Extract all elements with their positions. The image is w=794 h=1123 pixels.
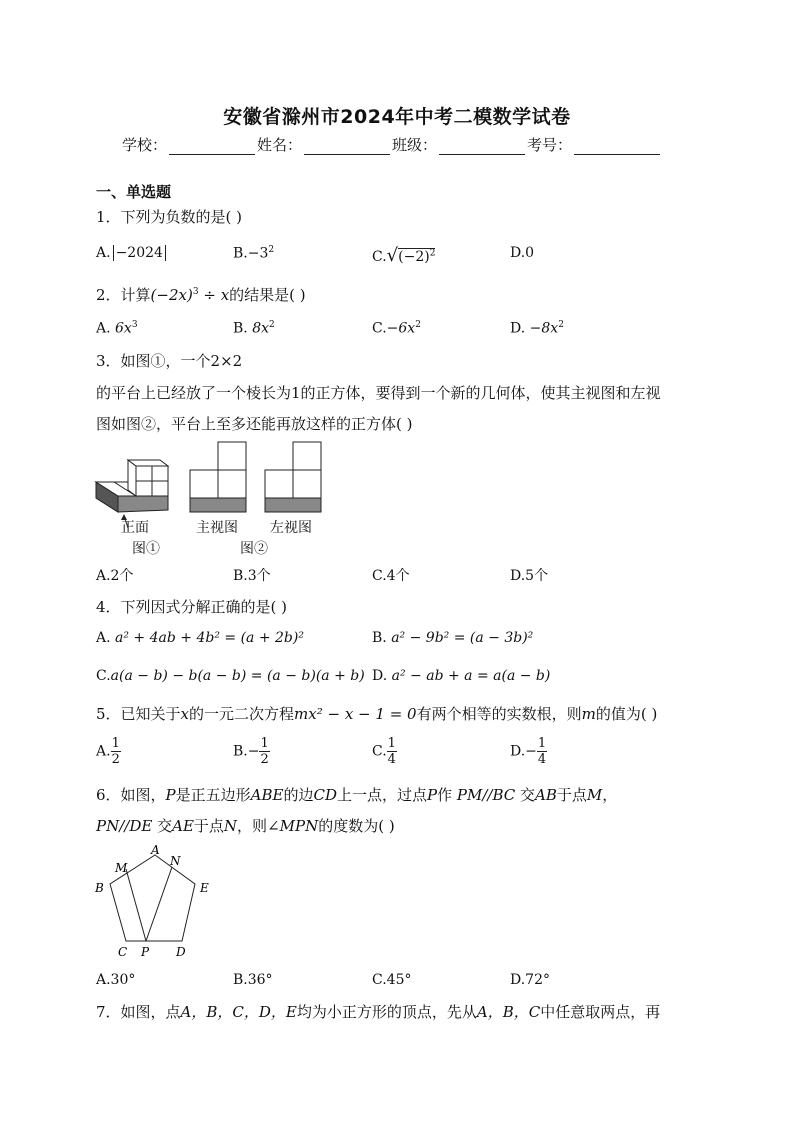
label-e: E: [200, 881, 209, 895]
q1-abs-value: −2024: [113, 245, 166, 261]
name-blank[interactable]: [304, 138, 390, 155]
q2-stem: 2．计算$(-2x)^3 \div x$的结果是( ): [96, 286, 306, 304]
q4-option-b[interactable]: B. a² − 9b² = (a − 3b)²: [372, 630, 534, 646]
school-blank[interactable]: [169, 138, 255, 155]
q3-stem-line3: 图如图②，平台上至多还能再放这样的正方体( ): [96, 415, 413, 433]
q1-stem: 1．下列为负数的是( ): [96, 208, 243, 226]
q3-main-view-caption: 主视图: [196, 520, 238, 536]
class-label: 班级：: [392, 136, 438, 154]
q2-option-c[interactable]: $C.-6x^2$: [372, 320, 421, 337]
q3-option-b[interactable]: B.3个: [233, 568, 271, 584]
q1-option-b[interactable]: $B.-3^2$: [233, 245, 275, 262]
q1-option-a[interactable]: A. −2024: [96, 245, 166, 261]
q7-stem: 7．如图，点A，B，C，D，E均为小正方形的顶点，先从A，B，C中任意取两点，再: [96, 1003, 661, 1021]
q3-left-view: [263, 442, 323, 514]
segment-pm: [126, 869, 146, 941]
segment-pn: [146, 867, 172, 941]
q3-left-view-caption: 左视图: [270, 520, 312, 536]
q6-option-b[interactable]: B.36°: [233, 972, 273, 988]
q5-stem: 5．已知关于x的一元二次方程mx² − x − 1 = 0有两个相等的实数根，则m的值为( ): [96, 705, 658, 723]
q4-option-c[interactable]: C.a(a − b) − b(a − b) = (a − b)(a + b): [96, 668, 365, 684]
q2-option-a[interactable]: A. $6x^3$: [96, 320, 138, 337]
student-info-line: [122, 134, 662, 155]
q3-front-label: 正面: [121, 520, 149, 536]
label-m: M: [115, 861, 128, 875]
label-b: B: [95, 881, 104, 895]
q4-option-d[interactable]: D. a² − ab + a = a(a − b): [372, 668, 551, 684]
q3-stem-line2: 的平台上已经放了一个棱长为1的正方体，要得到一个新的几何体，使其主视图和左视: [96, 384, 661, 402]
q6-stem-line2: PN//DE 交AE于点N，则∠MPN的度数为( ): [96, 817, 395, 835]
q2-option-b[interactable]: B. $8x^2$: [233, 320, 275, 337]
q3-option-a[interactable]: A.2个: [96, 568, 134, 584]
q3-stem-line1: 3．如图①，一个2×2: [96, 352, 243, 370]
q3-figure-1: [94, 440, 174, 520]
page-title: 安徽省滁州市2024年中考二模数学试卷: [223, 106, 571, 128]
q2-option-d[interactable]: D. $-8x^2$: [510, 320, 564, 337]
q3-fig1-caption: 图①: [132, 541, 160, 557]
q3-option-d[interactable]: D.5个: [510, 568, 549, 584]
name-label: 姓名：: [257, 136, 303, 154]
q3-main-view: [188, 442, 248, 514]
q4-option-a[interactable]: A. a² + 4ab + 4b² = (a + 2b)²: [96, 630, 304, 646]
q5-option-a[interactable]: A. $\frac{1}{2}$: [96, 736, 120, 767]
label-c: C: [118, 945, 128, 959]
exam-number-blank[interactable]: [574, 138, 660, 155]
q5-option-b[interactable]: B.− $\frac{1}{2}$: [233, 736, 269, 767]
q5-option-c[interactable]: C. $\frac{1}{4}$: [372, 736, 396, 767]
q3-option-c[interactable]: C.4个: [372, 568, 410, 584]
q6-option-c[interactable]: C.45°: [372, 972, 412, 988]
q6-stem-line1: 6．如图，P是正五边形ABE的边CD上一点，过点P作 PM//BC 交AB于点M，: [96, 786, 618, 804]
class-blank[interactable]: [439, 138, 525, 155]
q6-pentagon-figure: [90, 840, 220, 965]
q5-option-d[interactable]: D.− $\frac{1}{4}$: [510, 736, 547, 767]
q6-option-d[interactable]: D.72°: [510, 972, 550, 988]
q1-option-d[interactable]: D.0: [510, 245, 535, 261]
sqrt-icon: √: [386, 245, 399, 266]
q3-fig2-caption: 图②: [240, 541, 268, 557]
label-a: A: [151, 843, 160, 857]
cube-top: [128, 460, 168, 466]
q6-option-a[interactable]: A.30°: [96, 972, 136, 988]
platform-front: [118, 496, 168, 512]
label-p: P: [141, 945, 150, 959]
exam-number-label: 考号：: [527, 136, 573, 154]
q1-option-c[interactable]: $C.√(-2)^2$: [372, 245, 436, 266]
label-d: D: [176, 945, 186, 959]
q4-stem: 4．下列因式分解正确的是( ): [96, 598, 288, 616]
label-n: N: [170, 854, 181, 868]
section-heading: 一、单选题: [96, 183, 172, 201]
school-label: 学校：: [122, 136, 168, 154]
